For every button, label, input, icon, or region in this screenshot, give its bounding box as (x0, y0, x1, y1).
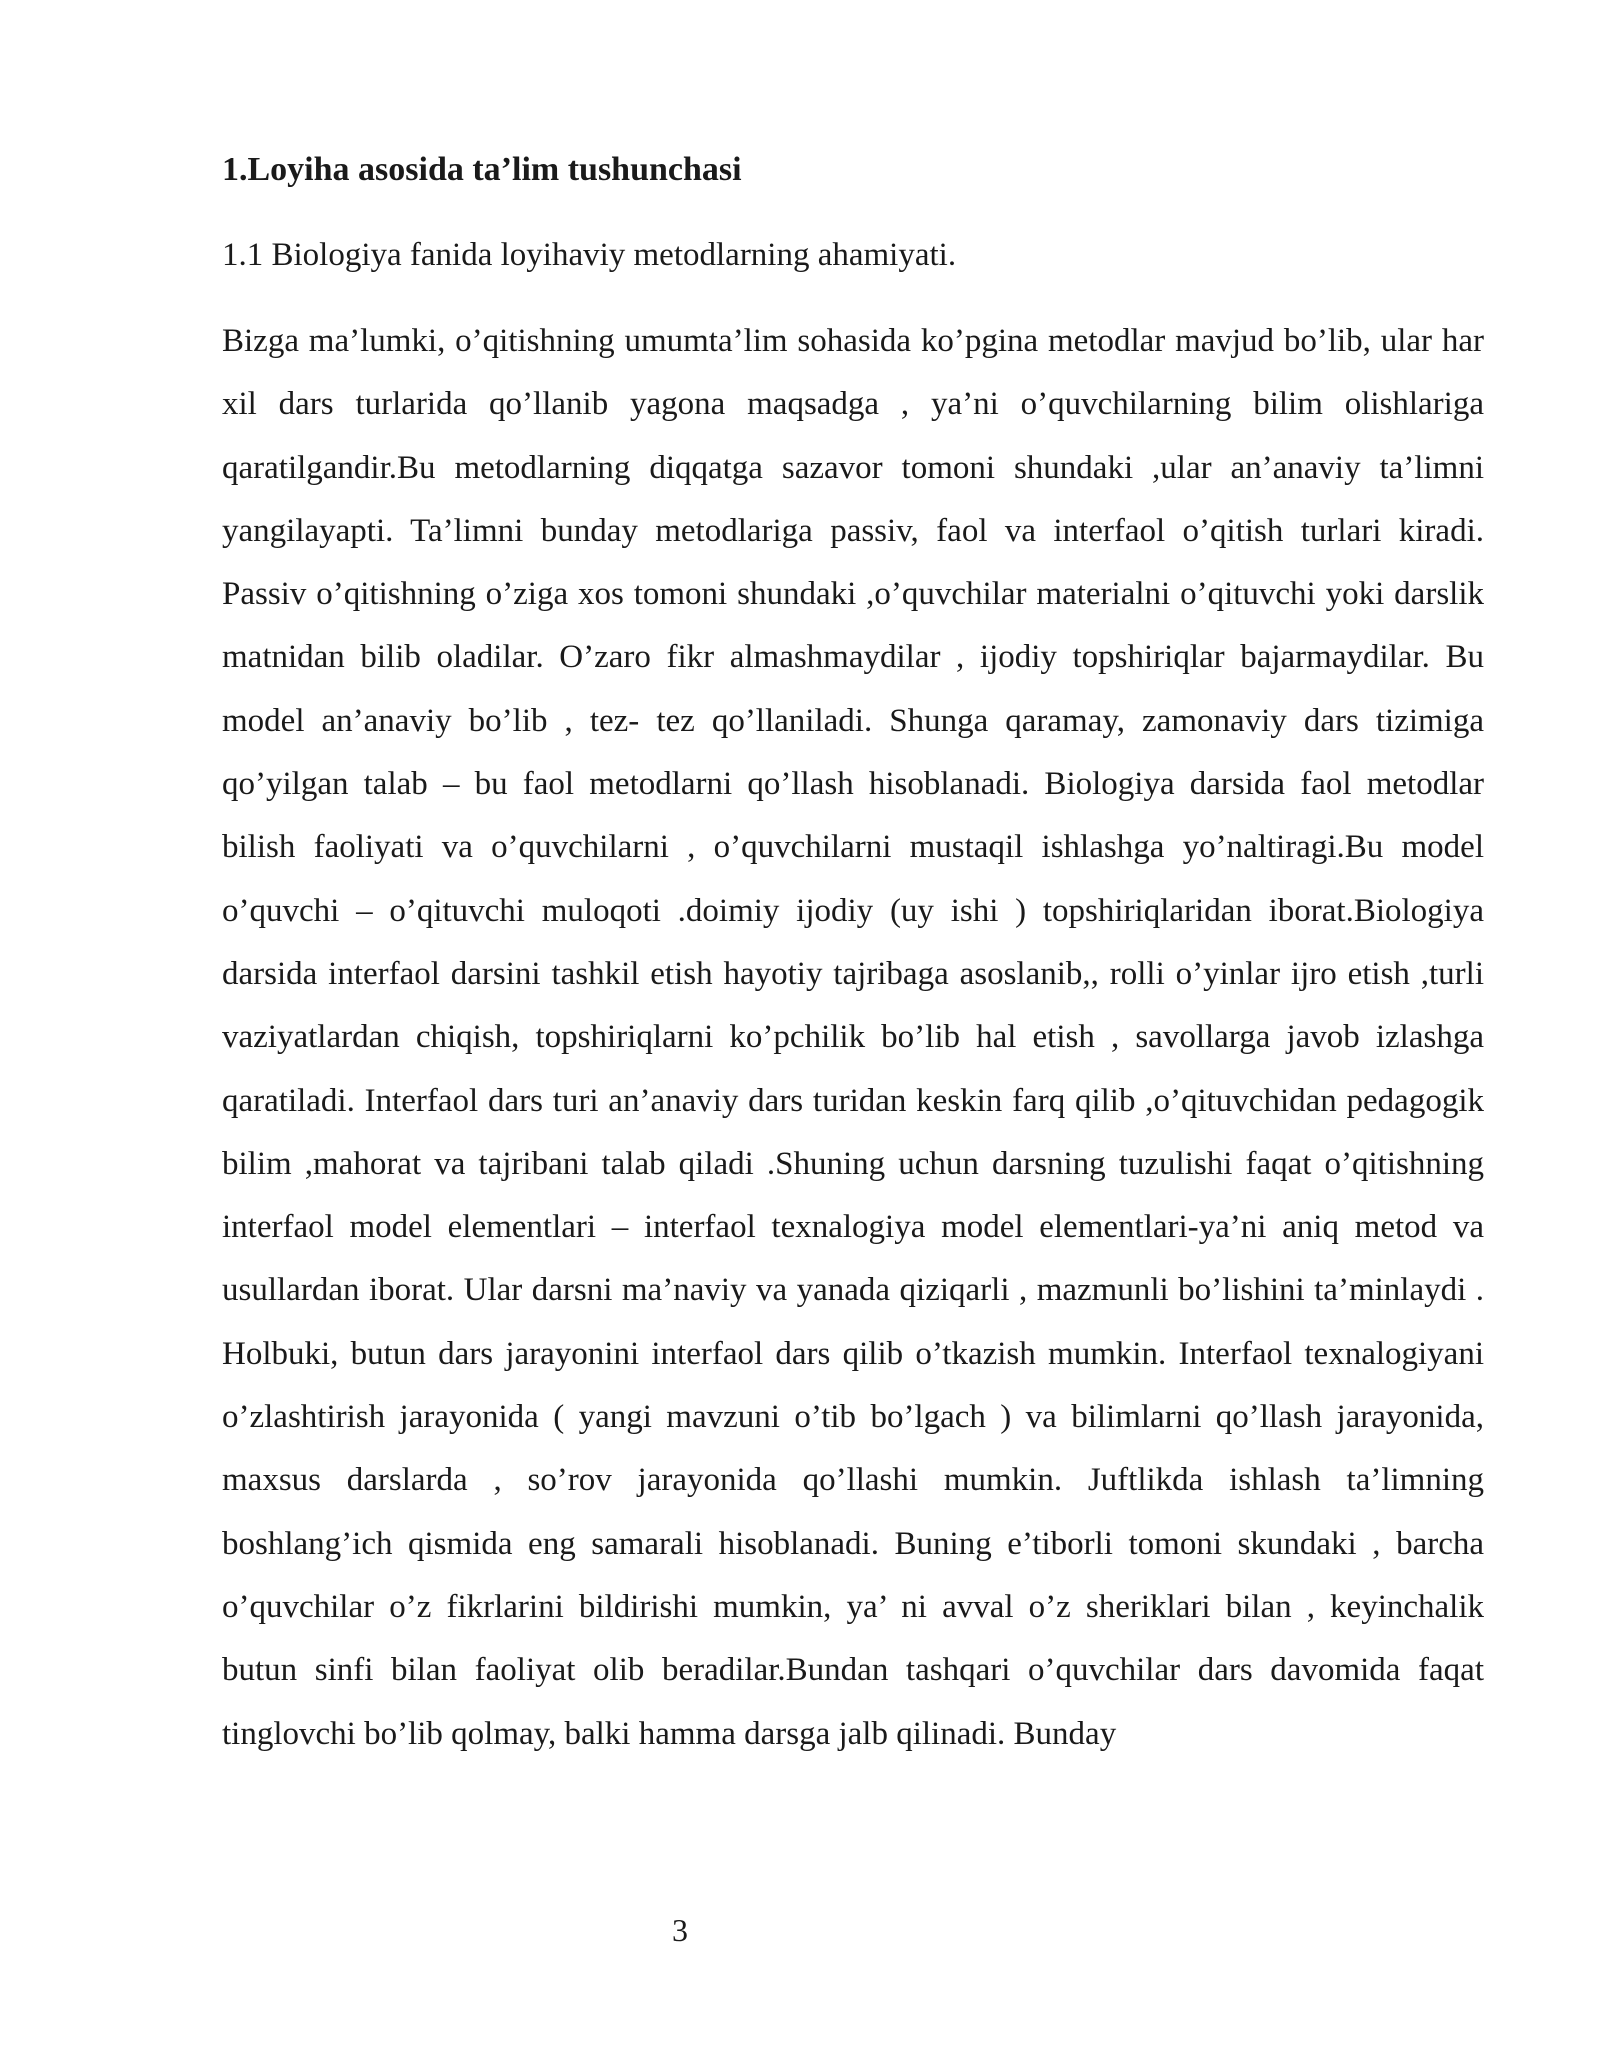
section-heading: 1.Loyiha asosida ta’lim tushunchasi (222, 151, 742, 188)
document-page (222, 142, 1484, 1766)
subsection-heading: 1.1 Biologiya fanida loyihaviy metodlarning ahamiyati. (222, 237, 957, 273)
page-number: 3 (672, 1912, 688, 1948)
body-paragraph: Bizga ma’lumki, o’qitishning umumta’lim sohasida ko’pgina metodlar mavjud bo’lib, ular har xil dars turlarida qo’llanib yagona maqsadga , ya’ni o’quvchilarning bilim olishlariga qaratilgandir.Bu metodlarning diqqatga sazavor tomoni shundaki ,ular an’anaviy ta’limni yangilayapti. Ta’limni bunday metodlariga passiv, faol va interfaol o’qitish turlari kiradi. Passiv o’qitishning o’ziga xos tomoni shundaki ,o’quvchilar materialni o’qituvchi yoki darslik matnidan bilib oladilar. O’zaro fikr almashmaydilar , ijodiy topshiriqlar bajarmaydilar. Bu model an’anaviy bo’lib , tez- tez qo’llaniladi. Shunga qaramay, zamonaviy dars tizimiga qo’yilgan talab – bu faol metodlarni qo’llash hisoblanadi. Biologiya darsida faol metodlar bilish faoliyati va o’quvchilarni , o’quvchilarni mustaqil ishlashga yo’naltiragi.Bu model o’quvchi – o’qituvchi muloqoti .doimiy ijodiy (uy ishi ) topshiriqlaridan iborat.Biologiya darsida interfaol darsini tashkil etish hayotiy tajribaga asoslanib,, rolli o’yinlar ijro etish ,turli vaziyatlardan chiqish, topshiriqlarni ko’pchilik bo’lib hal etish , savollarga javob izlashga qaratiladi. Interfaol dars turi an’anaviy dars turidan keskin farq qilib ,o’qituvchidan pedagogik bilim ,mahorat va tajribani talab qiladi .Shuning uchun darsning tuzulishi faqat o’qitishning interfaol model elementlari – interfaol texnalogiya model elementlari-ya’ni aniq metod va usullardan iborat. Ular darsni ma’naviy va yanada qiziqarli , mazmunli bo’lishini ta’minlaydi . Holbuki, butun dars jarayonini interfaol dars qilib o’tkazish mumkin. Interfaol texnalogiyani o’zlashtirish jarayonida ( yangi mavzuni o’tib bo’lgach ) va bilimlarni qo’llash jarayonida, maxsus darslarda , so’rov jarayonida qo’llashi mumkin. Juftlikda ishlash ta’limning boshlang’ich qismida eng samarali hisoblanadi. Buning e’tiborli tomoni skundaki , barcha o’quvchilar o’z fikrlarini bildirishi mumkin, ya’ ni avval o’z sheriklari bilan , keyinchalik butun sinfi bilan faoliyat olib beradilar.Bundan tashqari o’quvchilar dars davomida faqat tinglovchi bo’lib qolmay, balki hamma darsga jalb qilinadi. Bunday (222, 323, 1484, 1752)
